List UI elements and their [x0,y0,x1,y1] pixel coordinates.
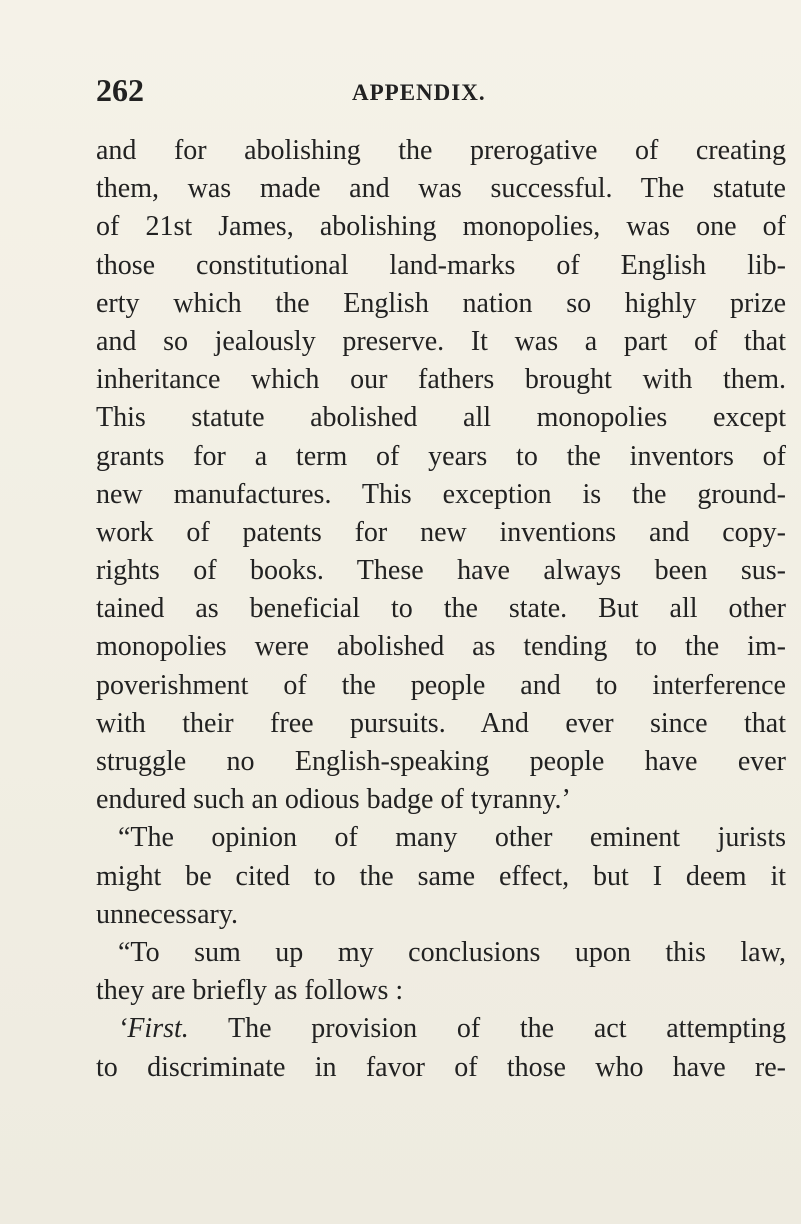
text-line: those constitutional land-marks of English lib- [96,249,786,281]
text-line: of 21st James, abolishing monopolies, was one of [96,211,786,243]
text-line: they are briefly as follows : [96,975,404,1007]
text-line: and so jealously preserve. It was a part of that [96,325,786,357]
text-line: rights of books. These have always been sus- [96,555,786,587]
text-line: tained as beneficial to the state. But all other [96,593,786,625]
text-line: “The opinion of many other eminent jurists [118,822,786,854]
text-line [96,1010,786,1048]
text-line: erty which the English nation so highly prize [96,287,786,319]
text-line: “To sum up my conclusions upon this law, [118,936,786,968]
body-text [96,132,786,1087]
text-line: endured such an odious badge of tyranny.’ [96,784,571,816]
text-line: work of patents for new inventions and copy- [96,516,786,548]
text-line: inheritance which our fathers brought with them. [96,364,786,396]
text-line: them, was made and was successful. The statute [96,173,786,205]
text-line-rest: The provision of the act attempting [188,1013,786,1045]
text-line: poverishment of the people and to interference [96,669,786,701]
text-line: This statute abolished all monopolies except [96,402,786,434]
text-line: struggle no English-speaking people have ever [96,746,786,777]
page-number: 262 [96,72,144,108]
text-line: might be cited to the same effect, but I deem it [96,860,786,892]
text-line: to discriminate in favor of those who have re- [96,1051,786,1083]
text-line: monopolies were abolished as tending to the im- [96,631,786,663]
emphasis-first: ‘First. [118,1013,189,1045]
text-line: with their free pursuits. And ever since that [96,707,786,739]
text-line: unnecessary. [96,898,239,930]
running-head: APPENDIX. [352,80,486,105]
text-line: new manufactures. This exception is the ground- [96,478,786,510]
text-line: grants for a term of years to the inventors of [96,440,786,472]
text-line: and for abolishing the prerogative of creating [96,135,786,166]
page-header [0,72,801,120]
